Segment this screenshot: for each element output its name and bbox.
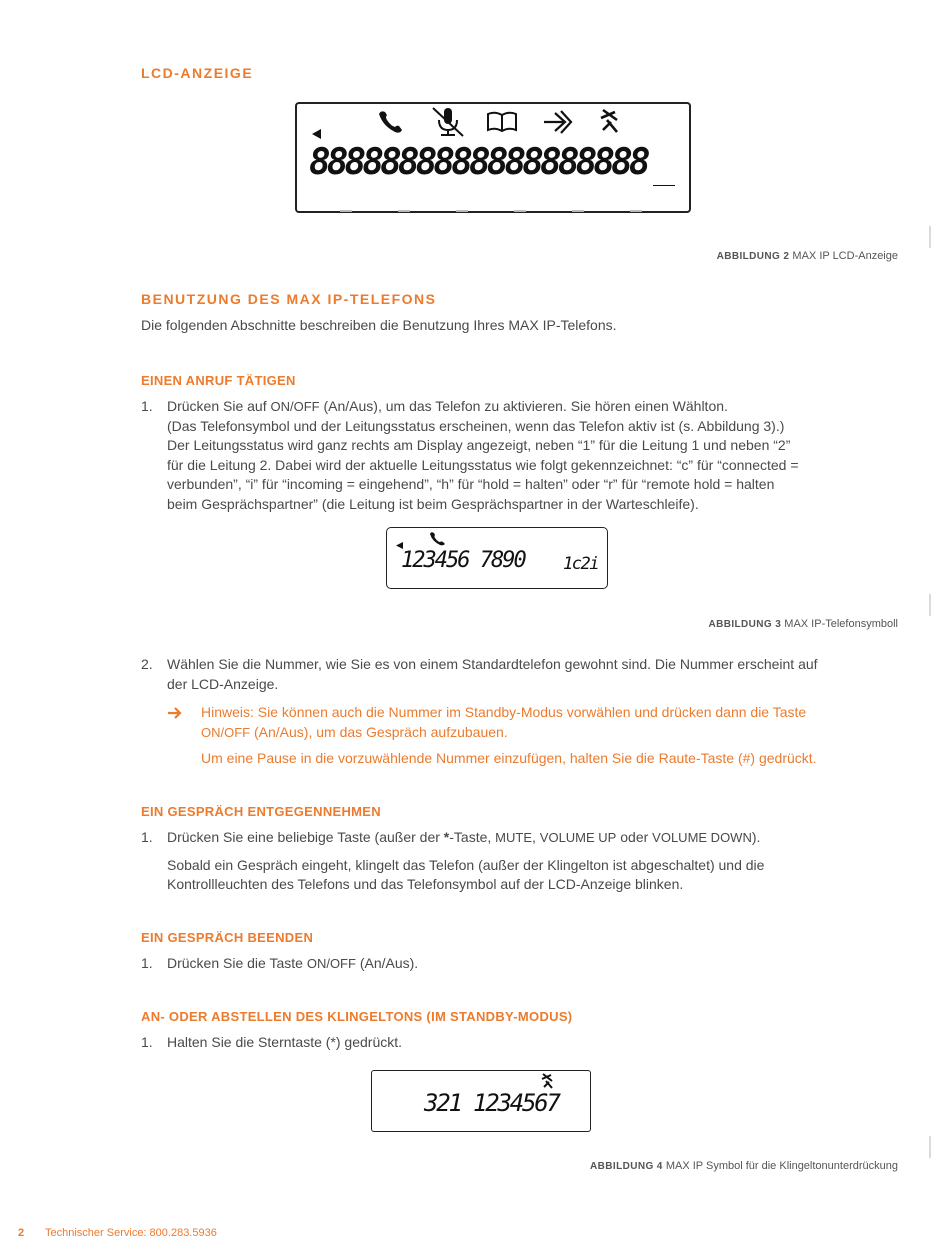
call-step-1: Drücken Sie auf ON/OFF (An/Aus), um das Telefon zu aktivieren. Sie hören einen Wählton. (Das Telefonsymbol und der Leitungsstatus erscheinen, wenn das Telefon aktiv ist (s. Abbildung 3).) Der Leitungsstatus wird ganz rechts am Display angezeigt, neben “1” für die Leitung 1 und neben “2” für die Leitung 2. Dabei wird der aktuelle Leitungsstatus wie folgt gekennzeichnet: “c” für “connected = verbunden”, “i” für “incoming = eingehend”, “h” für “hold = halten” oder “r” für “remote hold = halten beim Gesprächspartner” (die Leitung ist beim Gesprächspartner in der Warteschleife). <box>167 398 799 512</box>
answer-step-1: Drücken Sie eine beliebige Taste (außer der *-Taste, MUTE, VOLUME UP oder VOLUME DOWN). Sobald ein Gespräch eingeht, klingelt das Telefon (außer der Klingelton ist abgeschaltet) und die Kontrollleuchten des Telefons und das Telefonsymbol auf der LCD-Anzeige blinken. <box>167 829 765 892</box>
book-icon <box>485 110 519 134</box>
arrow-left-icon <box>311 128 323 140</box>
key-volume-down: VOLUME DOWN <box>652 830 752 845</box>
section-heading-answer: EIN GESPRÄCH ENTGEGENNEHMEN <box>141 804 381 819</box>
call-step-2: Wählen Sie die Nummer, wie Sie es von einem Standardtelefon gewohnt sind. Die Nummer erscheint auf der LCD-Anzeige. <box>167 656 818 692</box>
step-number: 2. <box>141 656 153 672</box>
figure-2-rule <box>80 226 932 248</box>
key-on-off: ON/OFF <box>270 399 320 414</box>
section-heading-lcd: LCD-ANZEIGE <box>141 65 254 81</box>
lcd-display-figure-2 <box>295 102 691 213</box>
ring-step-1: Halten Sie die Sterntaste (*) gedrückt. <box>167 1034 403 1050</box>
footer-service: Technischer Service: 800.283.5936 <box>45 1227 217 1239</box>
figure-3-caption: ABBILDUNG 3 MAX IP-Telefonsymboll <box>708 618 898 630</box>
figure-4-rule <box>80 1136 932 1158</box>
step-number: 1. <box>141 1034 153 1050</box>
figure-2-caption: ABBILDUNG 2 MAX IP LCD-Anzeige <box>716 250 898 262</box>
lcd-digits: 8888888888888888888 <box>309 142 647 183</box>
lcd-bottom-ticks <box>330 209 660 215</box>
key-on-off: ON/OFF <box>306 956 356 971</box>
ringer-off-icon <box>540 1073 556 1089</box>
mute-icon <box>431 106 465 138</box>
line-status: 1c2i <box>563 554 598 574</box>
handset-icon <box>375 108 405 134</box>
lcd-display-figure-3 <box>386 527 608 589</box>
section-heading-end-call: EIN GESPRÄCH BEENDEN <box>141 930 314 945</box>
page-number: 2 <box>18 1227 25 1239</box>
key-volume-up: VOLUME UP <box>539 830 617 845</box>
figure-4-caption: ABBILDUNG 4 MAX IP Symbol für die Klingeltonunterdrückung <box>590 1160 898 1172</box>
handset-icon <box>427 530 447 546</box>
lcd-display-figure-4 <box>371 1070 591 1132</box>
step-number: 1. <box>141 398 153 414</box>
cursor-underline <box>653 185 675 186</box>
section-heading-usage: BENUTZUNG DES MAX IP-TELEFONS <box>141 291 437 307</box>
step-number: 1. <box>141 955 153 971</box>
section-heading-ringer: AN- ODER ABSTELLEN DES KLINGELTONS (IM STANDBY-MODUS) <box>141 1009 573 1024</box>
usage-intro: Die folgenden Abschnitte beschreiben die Benutzung Ihres MAX IP-Telefons. <box>141 317 617 333</box>
ringer-off-icon <box>597 108 623 134</box>
lcd-number: 123456 7890 <box>401 548 525 573</box>
end-step-1: Drücken Sie die Taste ON/OFF (An/Aus). <box>167 955 419 971</box>
step-number: 1. <box>141 829 153 845</box>
forward-icon <box>541 108 573 136</box>
key-mute: MUTE <box>495 830 532 845</box>
note-block: Hinweis: Sie können auch die Nummer im Standby-Modus vorwählen und drücken dann die Taste ON/OFF (An/Aus), um das Gespräch aufzubauen. Um eine Pause in die vorzuwählende Nummer einzufügen, halten Sie die Raute-Taste (#) gedrückt. <box>201 704 817 766</box>
section-heading-make-call: EINEN ANRUF TÄTIGEN <box>141 373 296 388</box>
lcd-number: 321 1234567 <box>424 1089 559 1117</box>
key-on-off: ON/OFF <box>201 724 251 740</box>
arrow-right-icon <box>167 706 183 720</box>
figure-3-rule <box>80 594 932 616</box>
note-label: Hinweis: <box>201 704 254 720</box>
